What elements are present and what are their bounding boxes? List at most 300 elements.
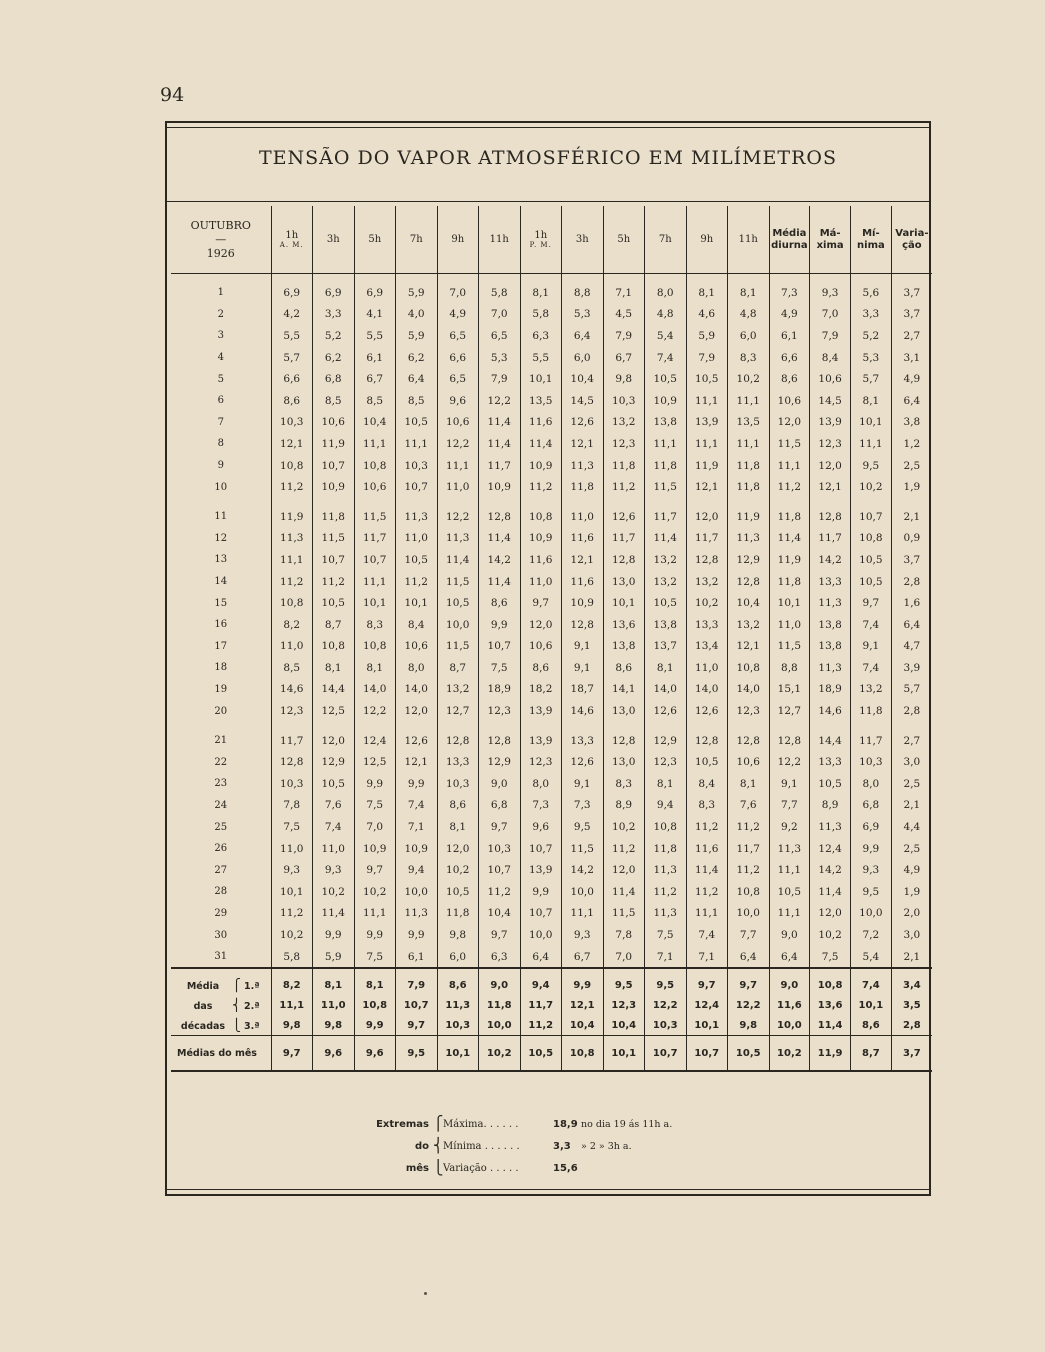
table-cell: 4,6: [686, 304, 728, 326]
table-cell: 9,5: [645, 968, 687, 995]
table-cell: 12,2: [437, 433, 479, 455]
table-cell: 12,8: [479, 722, 521, 752]
table-cell: 8,1: [520, 274, 562, 304]
table-cell: 7,3: [562, 795, 604, 817]
table-cell: 12,1: [728, 636, 770, 658]
table-cell: 12,1: [271, 433, 313, 455]
table-cell: 10,8: [728, 881, 770, 903]
table-cell: 18,7: [562, 679, 604, 701]
table-cell: 12,3: [520, 751, 562, 773]
table-cell: 11,8: [645, 838, 687, 860]
table-cell: 10,3: [271, 412, 313, 434]
table-cell: 11,2: [645, 881, 687, 903]
table-cell: 5,4: [851, 946, 892, 969]
header-variacao-line2: ção: [902, 239, 922, 251]
table-cell: 14,0: [396, 679, 438, 701]
table-cell: 14,4: [313, 679, 355, 701]
table-cell: 11,2: [686, 816, 728, 838]
table-cell: 7,9: [810, 325, 851, 347]
decade-label-word: das: [193, 1001, 213, 1013]
day-number: 15: [214, 597, 228, 609]
table-cell: 6,4: [520, 946, 562, 969]
table-cell: 11,6: [686, 838, 728, 860]
table-cell: 10,5: [396, 412, 438, 434]
table-cell: 11,8: [313, 498, 355, 528]
day-number: 28: [214, 886, 228, 898]
vapor-tension-table: [171, 206, 932, 1072]
header-hour-3: [354, 206, 396, 274]
table-cell: 2,8: [891, 1015, 932, 1036]
table-cell: 11,5: [562, 838, 604, 860]
table-cell: 2,1: [891, 946, 932, 969]
table-cell: 10,9: [396, 838, 438, 860]
month-dash: —: [215, 232, 227, 246]
table-cell: 8,3: [603, 773, 645, 795]
table-cell: 10,2: [851, 476, 892, 498]
table-cell: 14,5: [562, 390, 604, 412]
table-cell: 12,3: [645, 751, 687, 773]
table-cell: 8,6: [437, 795, 479, 817]
decade-label: [171, 968, 271, 995]
day-number: 5: [217, 373, 224, 385]
table-cell: 10,1: [437, 1036, 479, 1072]
table-cell: 10,8: [728, 657, 770, 679]
table-cell: 11,1: [271, 549, 313, 571]
table-cell: 10,1: [686, 1015, 728, 1036]
table-cell: 5,3: [479, 347, 521, 369]
table-cell: 9,1: [851, 636, 892, 658]
table-cell: 14,2: [479, 549, 521, 571]
table-cell: 13,8: [645, 412, 687, 434]
table-cell: 11,8: [769, 571, 810, 593]
table-cell: 2,1: [891, 795, 932, 817]
table-cell: 10,6: [728, 751, 770, 773]
table-cell: 9,3: [313, 859, 355, 881]
table-cell: 11,7: [271, 722, 313, 752]
table-cell: 12,0: [520, 614, 562, 636]
table-cell: 10,3: [271, 773, 313, 795]
table-cell: 8,5: [271, 657, 313, 679]
day-number: 31: [214, 951, 228, 963]
table-cell: 0,9: [891, 528, 932, 550]
decade-ordinal: 2.ª: [244, 1001, 260, 1013]
table-cell: 12,2: [728, 995, 770, 1015]
table-cell: 6,6: [769, 347, 810, 369]
day-number: 10: [214, 481, 228, 493]
day-number: 27: [214, 864, 228, 876]
table-cell: 12,9: [479, 751, 521, 773]
table-cell: 14,0: [354, 679, 396, 701]
extreme-kind: Variação . . . . .: [443, 1162, 519, 1174]
table-cell: 11,4: [810, 1015, 851, 1036]
table-cell: 6,2: [396, 347, 438, 369]
table-cell: 13,9: [686, 412, 728, 434]
frame-rule-top: [167, 127, 929, 128]
table-cell: 7,5: [354, 795, 396, 817]
table-cell: 7,0: [603, 946, 645, 969]
table-cell: 9,7: [686, 968, 728, 995]
header-hour-9: [603, 206, 645, 274]
table-cell: 10,5: [437, 881, 479, 903]
table-cell: 8,1: [728, 773, 770, 795]
table-cell: 6,8: [313, 368, 355, 390]
brace: ⎩: [433, 1160, 444, 1176]
table-cell: 5,8: [520, 304, 562, 326]
table-cell: 13,0: [603, 700, 645, 722]
table-cell: 11,2: [603, 838, 645, 860]
table-cell: 10,0: [437, 614, 479, 636]
table-cell: 11,8: [728, 476, 770, 498]
table-cell: 8,2: [271, 614, 313, 636]
table-cell: 7,5: [354, 946, 396, 969]
extreme-value: 18,9: [553, 1118, 578, 1130]
table-cell: 9,7: [520, 592, 562, 614]
table-row: [171, 498, 932, 528]
day-number: 24: [214, 799, 228, 811]
table-cell: 9,4: [645, 795, 687, 817]
table-cell: 7,5: [645, 924, 687, 946]
table-cell: 12,4: [810, 838, 851, 860]
table-cell: 9,9: [479, 614, 521, 636]
table-cell: 11,7: [810, 528, 851, 550]
table-cell: 4,8: [645, 304, 687, 326]
table-cell: 1,9: [891, 881, 932, 903]
table-cell: 9,9: [520, 881, 562, 903]
table-row: [171, 657, 932, 679]
table-cell: 6,0: [437, 946, 479, 969]
table-cell: 6,1: [769, 325, 810, 347]
table-cell: 4,9: [437, 304, 479, 326]
table-cell: 4,0: [396, 304, 438, 326]
table-cell: 10,1: [354, 592, 396, 614]
table-cell: 11,6: [562, 528, 604, 550]
header-hour-8: [562, 206, 604, 274]
day-number: 14: [214, 576, 228, 588]
table-cell: 11,4: [479, 412, 521, 434]
table-cell: 6,8: [479, 795, 521, 817]
decade-row: [171, 1015, 932, 1036]
table-cell: 11,6: [769, 995, 810, 1015]
table-cell: 10,5: [851, 549, 892, 571]
table-row: [171, 679, 932, 701]
table-cell: 12,6: [562, 751, 604, 773]
day-number: 26: [214, 843, 228, 855]
table-row: [171, 773, 932, 795]
hour-label: 3h: [575, 234, 589, 245]
table-cell: 9,6: [520, 816, 562, 838]
table-cell: 3,7: [891, 274, 932, 304]
table-cell: 4,2: [271, 304, 313, 326]
table-cell: 10,0: [520, 924, 562, 946]
table-cell: 10,8: [851, 528, 892, 550]
pencil-mark: [424, 1292, 427, 1295]
day-number: 21: [214, 735, 228, 747]
table-cell: 11,1: [686, 433, 728, 455]
table-cell: 10,8: [810, 968, 851, 995]
day-number: 30: [214, 929, 228, 941]
table-cell: 9,7: [479, 816, 521, 838]
brace: ⎨: [433, 1138, 444, 1154]
table-cell: 11,4: [479, 571, 521, 593]
table-cell: 6,6: [271, 368, 313, 390]
table-cell: 4,7: [891, 636, 932, 658]
table-cell: 13,3: [810, 571, 851, 593]
table-cell: 13,8: [603, 636, 645, 658]
table-cell: 11,5: [354, 498, 396, 528]
table-cell: 10,9: [479, 476, 521, 498]
table-cell: 11,3: [810, 657, 851, 679]
table-cell: 11,1: [396, 433, 438, 455]
table-cell: 11,1: [645, 433, 687, 455]
table-cell: 12,1: [562, 549, 604, 571]
table-cell: 12,3: [603, 995, 645, 1015]
table-cell: 9,5: [562, 816, 604, 838]
table-cell: 11,2: [769, 476, 810, 498]
table-cell: 8,7: [313, 614, 355, 636]
header-hour-1: [271, 206, 313, 274]
table-cell: 10,8: [271, 592, 313, 614]
table-cell: 11,4: [437, 549, 479, 571]
table-cell: 8,7: [851, 1036, 892, 1072]
table-row: [171, 304, 932, 326]
table-cell: 12,8: [603, 722, 645, 752]
table-cell: 10,7: [520, 903, 562, 925]
table-cell: 13,3: [686, 614, 728, 636]
table-cell: 11,4: [479, 433, 521, 455]
table-cell: 10,5: [851, 571, 892, 593]
table-cell: 11,9: [271, 498, 313, 528]
table-cell: 8,0: [520, 773, 562, 795]
table-cell: 11,8: [437, 903, 479, 925]
table-cell: 9,0: [479, 968, 521, 995]
table-cell: 12,1: [810, 476, 851, 498]
table-cell: 10,7: [396, 476, 438, 498]
header-hour-12: [728, 206, 770, 274]
extreme-group-label: mês: [405, 1162, 429, 1174]
table-cell: 8,2: [271, 968, 313, 995]
table-cell: 12,0: [396, 700, 438, 722]
table-cell: 11,7: [645, 498, 687, 528]
day-number: 13: [214, 554, 228, 566]
header-hour-6: [479, 206, 521, 274]
table-cell: 7,0: [437, 274, 479, 304]
table-cell: 11,5: [603, 903, 645, 925]
table-cell: 10,7: [479, 636, 521, 658]
table-cell: 11,3: [396, 498, 438, 528]
brace: ⎩: [232, 1018, 241, 1033]
table-cell: 6,9: [354, 274, 396, 304]
table-cell: 9,3: [271, 859, 313, 881]
table-cell: 5,6: [851, 274, 892, 304]
table-cell: 8,0: [645, 274, 687, 304]
table-cell: 12,2: [354, 700, 396, 722]
table-cell: 11,3: [810, 816, 851, 838]
table-cell: 10,8: [354, 995, 396, 1015]
table-cell: 5,3: [851, 347, 892, 369]
monthly-label: Médias do mês: [171, 1036, 271, 1072]
extreme-row: [367, 1135, 672, 1157]
table-cell: 7,0: [479, 304, 521, 326]
table-cell: 5,8: [271, 946, 313, 969]
table-cell: 13,3: [810, 751, 851, 773]
table-cell: 11,3: [562, 455, 604, 477]
table-cell: 10,0: [562, 881, 604, 903]
extreme-group-label: Extremas: [376, 1118, 429, 1130]
table-cell: 10,5: [313, 773, 355, 795]
table-cell: 10,8: [354, 636, 396, 658]
table-cell: 8,3: [686, 795, 728, 817]
table-cell: 8,6: [479, 592, 521, 614]
header-minima-line2: nima: [857, 239, 885, 251]
table-cell: 11,6: [520, 549, 562, 571]
table-cell: 11,5: [769, 636, 810, 658]
table-cell: 11,9: [810, 1036, 851, 1072]
header-media-diurna-line1: Média: [772, 227, 807, 239]
table-cell: 10,9: [354, 838, 396, 860]
table-cell: 8,1: [437, 816, 479, 838]
table-cell: 11,3: [271, 528, 313, 550]
table-cell: 11,2: [271, 476, 313, 498]
table-cell: 10,3: [396, 455, 438, 477]
table-cell: 6,2: [313, 347, 355, 369]
brace: ⎨: [232, 998, 241, 1013]
table-cell: 9,7: [354, 859, 396, 881]
table-cell: 6,7: [354, 368, 396, 390]
table-cell: 14,2: [810, 859, 851, 881]
table-cell: 7,4: [851, 657, 892, 679]
table-frame: [165, 121, 931, 1196]
table-cell: 2,5: [891, 838, 932, 860]
table-cell: 13,2: [603, 412, 645, 434]
table-cell: 8,1: [728, 274, 770, 304]
table-cell: 7,4: [851, 614, 892, 636]
table-cell: 11,8: [769, 498, 810, 528]
table-cell: 8,1: [645, 657, 687, 679]
table-cell: 12,2: [769, 751, 810, 773]
table-cell: 11,4: [520, 433, 562, 455]
table-cell: 11,2: [271, 571, 313, 593]
table-cell: 6,3: [520, 325, 562, 347]
table-cell: 8,4: [686, 773, 728, 795]
table-cell: 5,8: [479, 274, 521, 304]
table-cell: 13,7: [645, 636, 687, 658]
decade-label: [171, 995, 271, 1015]
table-cell: 9,9: [354, 773, 396, 795]
table-title: TENSÃO DO VAPOR ATMOSFÉRICO EM MILÍMETROS: [259, 147, 837, 169]
table-cell: 9,5: [851, 455, 892, 477]
hour-period: A. M.: [279, 241, 304, 249]
table-cell: 13,9: [520, 700, 562, 722]
table-row: [171, 433, 932, 455]
table-cell: 12,8: [562, 614, 604, 636]
table-row: [171, 700, 932, 722]
table-cell: 5,9: [396, 325, 438, 347]
table-cell: 13,8: [810, 614, 851, 636]
table-cell: 10,7: [479, 859, 521, 881]
table-cell: 14,1: [603, 679, 645, 701]
table-row: [171, 903, 932, 925]
table-cell: 7,9: [603, 325, 645, 347]
table-cell: 9,8: [271, 1015, 313, 1036]
table-cell: 9,9: [354, 924, 396, 946]
table-cell: 5,2: [313, 325, 355, 347]
day-number: 2: [217, 308, 224, 320]
table-row: [171, 636, 932, 658]
table-cell: 8,9: [603, 795, 645, 817]
table-cell: 7,9: [686, 347, 728, 369]
table-cell: 8,1: [645, 773, 687, 795]
table-cell: 11,0: [313, 838, 355, 860]
table-cell: 11,7: [686, 528, 728, 550]
year-label: 1926: [206, 246, 235, 260]
table-cell: 12,1: [686, 476, 728, 498]
table-cell: 14,0: [728, 679, 770, 701]
table-cell: 13,2: [686, 571, 728, 593]
table-cell: 6,9: [851, 816, 892, 838]
table-row: [171, 549, 932, 571]
decade-row: [171, 968, 932, 995]
table-cell: 7,0: [810, 304, 851, 326]
table-cell: 12,8: [728, 571, 770, 593]
decade-ordinal: 3.ª: [244, 1021, 260, 1033]
table-cell: 11,5: [437, 636, 479, 658]
table-cell: 9,1: [769, 773, 810, 795]
table-cell: 12,6: [686, 700, 728, 722]
table-cell: 11,1: [851, 433, 892, 455]
table-cell: 2,0: [891, 903, 932, 925]
table-cell: 11,5: [313, 528, 355, 550]
table-cell: 10,2: [769, 1036, 810, 1072]
table-cell: 9,9: [396, 924, 438, 946]
table-cell: 7,6: [313, 795, 355, 817]
table-cell: 7,3: [520, 795, 562, 817]
table-cell: 10,2: [686, 592, 728, 614]
table-cell: 11,2: [396, 571, 438, 593]
table-cell: 4,4: [891, 816, 932, 838]
table-cell: 11,5: [645, 476, 687, 498]
table-cell: 10,2: [271, 924, 313, 946]
table-cell: 13,9: [810, 412, 851, 434]
table-cell: 9,8: [728, 1015, 770, 1036]
table-cell: 11,1: [769, 859, 810, 881]
extreme-note: » 2 » 3h a.: [581, 1140, 632, 1152]
table-cell: 6,9: [271, 274, 313, 304]
table-cell: 12,0: [603, 859, 645, 881]
table-cell: 11,2: [728, 816, 770, 838]
table-cell: 10,6: [769, 390, 810, 412]
table-cell: 5,3: [562, 304, 604, 326]
table-cell: 7,7: [728, 924, 770, 946]
header-hour-11: [686, 206, 728, 274]
table-cell: 5,9: [313, 946, 355, 969]
table-cell: 11,3: [810, 592, 851, 614]
header-variacao-line1: Varia-: [895, 227, 929, 239]
table-cell: 11,1: [354, 571, 396, 593]
table-cell: 11,1: [437, 455, 479, 477]
table-cell: 13,0: [603, 571, 645, 593]
table-cell: 9,7: [728, 968, 770, 995]
table-cell: 10,3: [851, 751, 892, 773]
extreme-value: 15,6: [553, 1162, 578, 1174]
table-cell: 10,0: [479, 1015, 521, 1036]
table-cell: 10,4: [479, 903, 521, 925]
table-cell: 13,8: [810, 636, 851, 658]
table-cell: 11,7: [851, 722, 892, 752]
table-cell: 6,5: [437, 325, 479, 347]
table-cell: 11,8: [603, 455, 645, 477]
table-cell: 8,3: [728, 347, 770, 369]
hour-period: P. M.: [529, 241, 552, 249]
